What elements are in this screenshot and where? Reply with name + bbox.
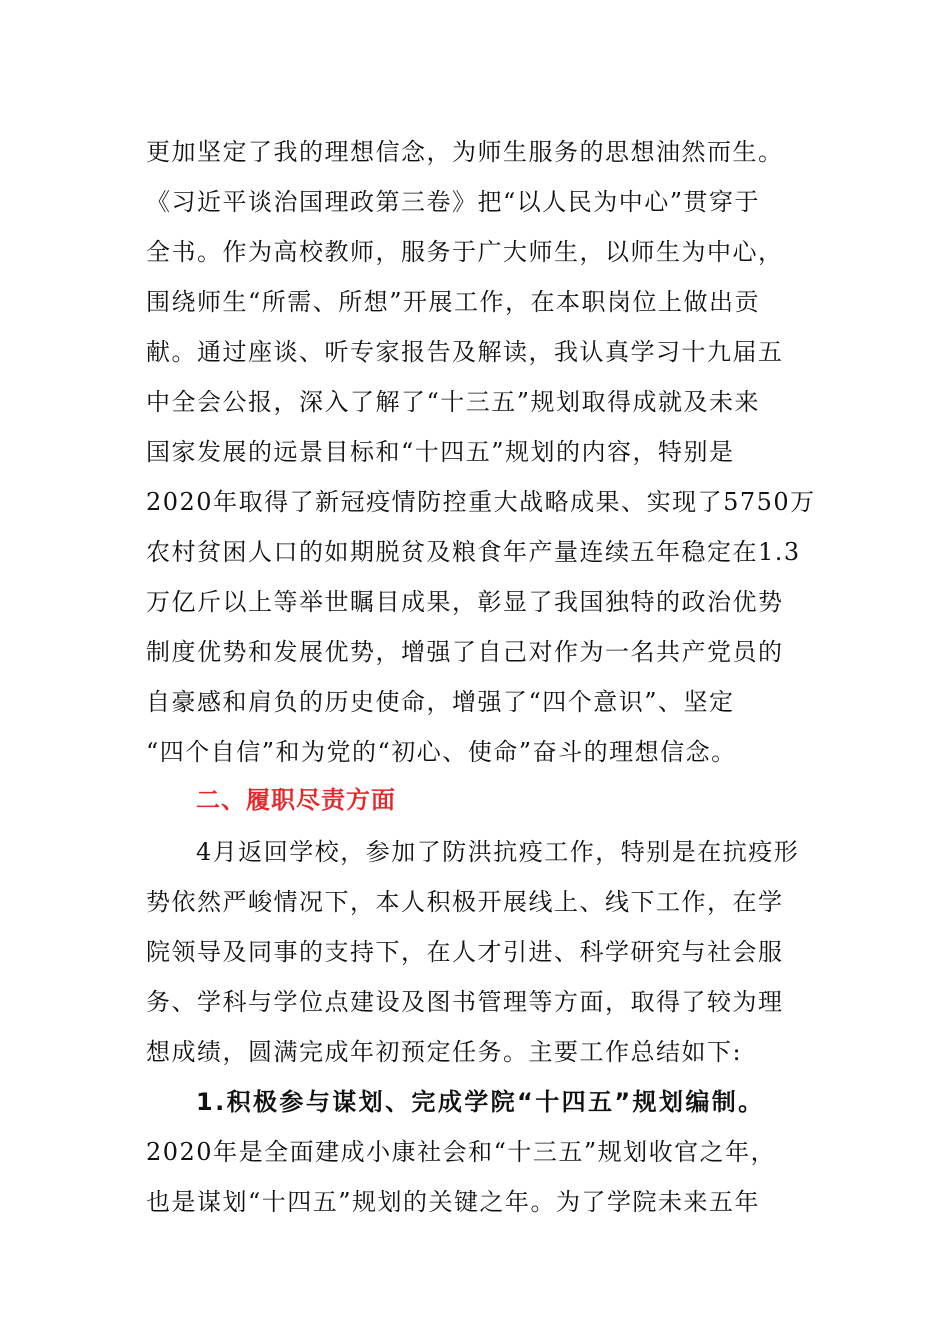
paragraph-line: 2020年取得了新冠疫情防控重大战略成果、实现了5750万 <box>146 488 816 516</box>
paragraph-line: 《习近平谈治国理政第三卷》把“以人民为中心”贯穿于 <box>146 188 761 216</box>
paragraph-line: 4月返回学校，参加了防洪抗疫工作，特别是在抗疫形 <box>196 838 800 866</box>
subheading-line: 1.积极参与谋划、完成学院“十四五”规划编制。 <box>196 1088 765 1116</box>
paragraph-line: 自豪感和肩负的历史使命，增强了“四个意识”、坚定 <box>146 688 735 716</box>
paragraph-line: 农村贫困人口的如期脱贫及粮食年产量连续五年稳定在1.3 <box>146 538 801 566</box>
paragraph-line: 万亿斤以上等举世瞩目成果，彰显了我国独特的政治优势 <box>146 588 784 616</box>
paragraph-line: 务、学科与学位点建设及图书管理等方面，取得了较为理 <box>146 988 784 1016</box>
paragraph-line: 全书。作为高校教师，服务于广大师生，以师生为中心， <box>146 238 784 266</box>
paragraph-line: “四个自信”和为党的“初心、使命”奋斗的理想信念。 <box>146 738 737 766</box>
paragraph-line: 国家发展的远景目标和“十四五”规划的内容，特别是 <box>146 438 735 466</box>
section-heading: 二、履职尽责方面 <box>196 786 396 814</box>
paragraph-line: 献。通过座谈、听专家报告及解读，我认真学习十九届五 <box>146 338 784 366</box>
paragraph-line: 想成绩，圆满完成年初预定任务。主要工作总结如下: <box>146 1038 743 1066</box>
paragraph-line: 也是谋划“十四五”规划的关键之年。为了学院未来五年 <box>146 1188 761 1216</box>
paragraph-line: 中全会公报，深入了解了“十三五”规划取得成就及未来 <box>146 388 761 416</box>
paragraph-line: 院领导及同事的支持下，在人才引进、科学研究与社会服 <box>146 938 784 966</box>
paragraph-line: 围绕师生“所需、所想”开展工作，在本职岗位上做出贡 <box>146 288 761 316</box>
paragraph-line: 2020年是全面建成小康社会和“十三五”规划收官之年， <box>146 1138 777 1166</box>
paragraph-line: 制度优势和发展优势，增强了自己对作为一名共产党员的 <box>146 638 784 666</box>
paragraph-line: 势依然严峻情况下，本人积极开展线上、线下工作，在学 <box>146 888 784 916</box>
paragraph-line: 更加坚定了我的理想信念，为师生服务的思想油然而生。 <box>146 138 784 166</box>
